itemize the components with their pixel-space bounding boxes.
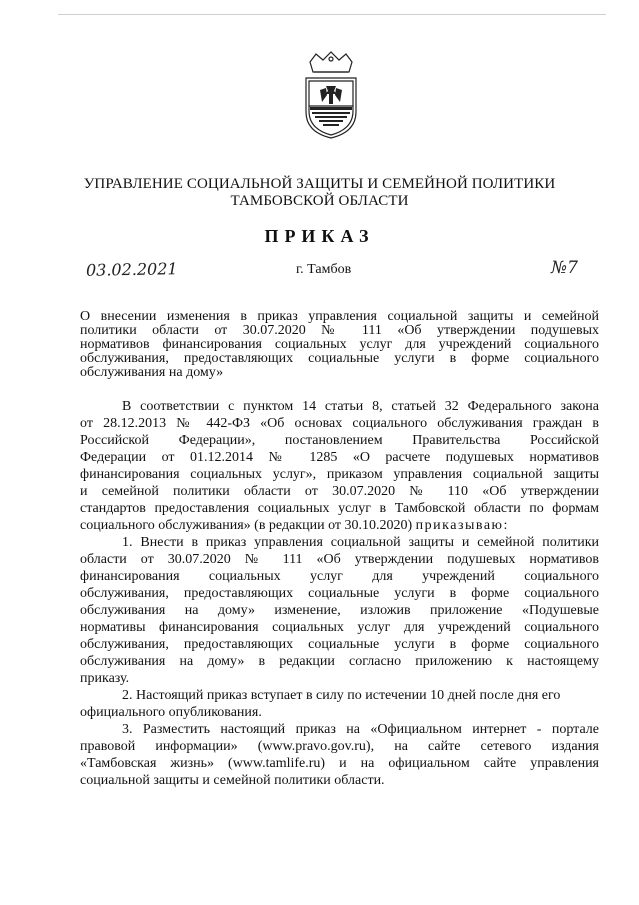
tambov-coat-of-arms-icon	[296, 50, 366, 140]
subject-line: политики области от 30.07.2020 № 111 «Об утверждении подушевых	[80, 323, 599, 338]
item3-line: правовой информации» (www.pravo.gov.ru), на сайте сетевого издания	[80, 739, 599, 754]
subject-line: обслуживания, предоставляющих социальные услуги в форме социального	[80, 351, 599, 366]
preamble-last-line	[80, 517, 599, 534]
subject-line: нормативов финансирования социальных услуг для учреждений социального	[80, 337, 599, 352]
item1-line: обслуживания, предоставляющих социальные услуги в форме социального	[80, 637, 599, 652]
preamble-line: социального обслуживания» (в редакции от 30.10.2020)	[80, 518, 413, 533]
organization-name-line1: УПРАВЛЕНИЕ СОЦИАЛЬНОЙ ЗАЩИТЫ И СЕМЕЙНОЙ ПОЛИТИКИ	[83, 176, 556, 192]
organization-name	[60, 176, 579, 210]
item1-line: финансирования социальных услуг для учреждений социального	[80, 569, 599, 584]
item3-line: 3. Разместить настоящий приказ на «Официальном интернет - портале	[122, 722, 599, 737]
preamble-line: стандартов предоставления социальных услуг в Тамбовской области по формам	[80, 501, 599, 516]
item3-line: социальной защиты и семейной политики области.	[80, 773, 385, 788]
subject-line: обслуживания на дому»	[80, 365, 224, 380]
preamble-line: В соответствии с пунктом 14 статьи 8, статьей 32 Федерального закона	[122, 399, 599, 414]
preamble-line: от 28.12.2013 № 442-ФЗ «Об основах социального обслуживания граждан в	[80, 416, 599, 431]
preamble-line: Федерации от 01.12.2014 № 1285 «О расчете подушевых нормативов	[80, 450, 599, 465]
handwritten-date: 03.02.2021	[85, 259, 178, 280]
item1-line: приказу.	[80, 671, 130, 686]
top-rule	[58, 14, 606, 15]
preamble-line: Российской Федерации», постановлением Правительства Российской	[80, 433, 599, 448]
handwritten-order-number: №7	[551, 258, 578, 278]
item2-line: 2. Настоящий приказ вступает в силу по истечении 10 дней после дня его	[122, 688, 561, 703]
preamble-line: и семейной политики области от 30.07.2020 № 110 «Об утверждении	[80, 484, 599, 499]
subject-line: О внесении изменения в приказ управления социальной защиты и семейной	[80, 309, 599, 324]
order-subject	[80, 310, 599, 380]
preamble-line: финансирования социальных услуг», приказом управления социальной защиты	[80, 467, 599, 482]
city: г. Тамбов	[296, 262, 352, 277]
organization-name-line2: ТАМБОВСКОЙ ОБЛАСТИ	[230, 193, 409, 209]
item3-line: «Тамбовская жизнь» (www.tamlife.ru) и на официальном сайте управления	[80, 756, 599, 771]
item1-line: 1. Внести в приказ управления социальной защиты и семейной политики	[122, 535, 599, 550]
item2-line: официального опубликования.	[80, 705, 262, 720]
item1-line: обслуживания на дому» изменение, изложив приложение «Подушевые	[80, 603, 599, 618]
item1-line: области от 30.07.2020 № 111 «Об утверждении подушевых нормативов	[80, 552, 599, 567]
item1-line: обслуживания, предоставляющих социальные услуги в форме социального	[80, 586, 599, 601]
item1-line: нормативы финансирования социальных услуг для учреждений социального	[80, 620, 599, 635]
item1-line: обслуживания на дому» в редакции согласно приложению к настоящему	[80, 654, 599, 669]
order-word: приказываю:	[415, 518, 509, 533]
order-body	[80, 398, 599, 789]
document-title: ПРИКАЗ	[264, 226, 375, 246]
